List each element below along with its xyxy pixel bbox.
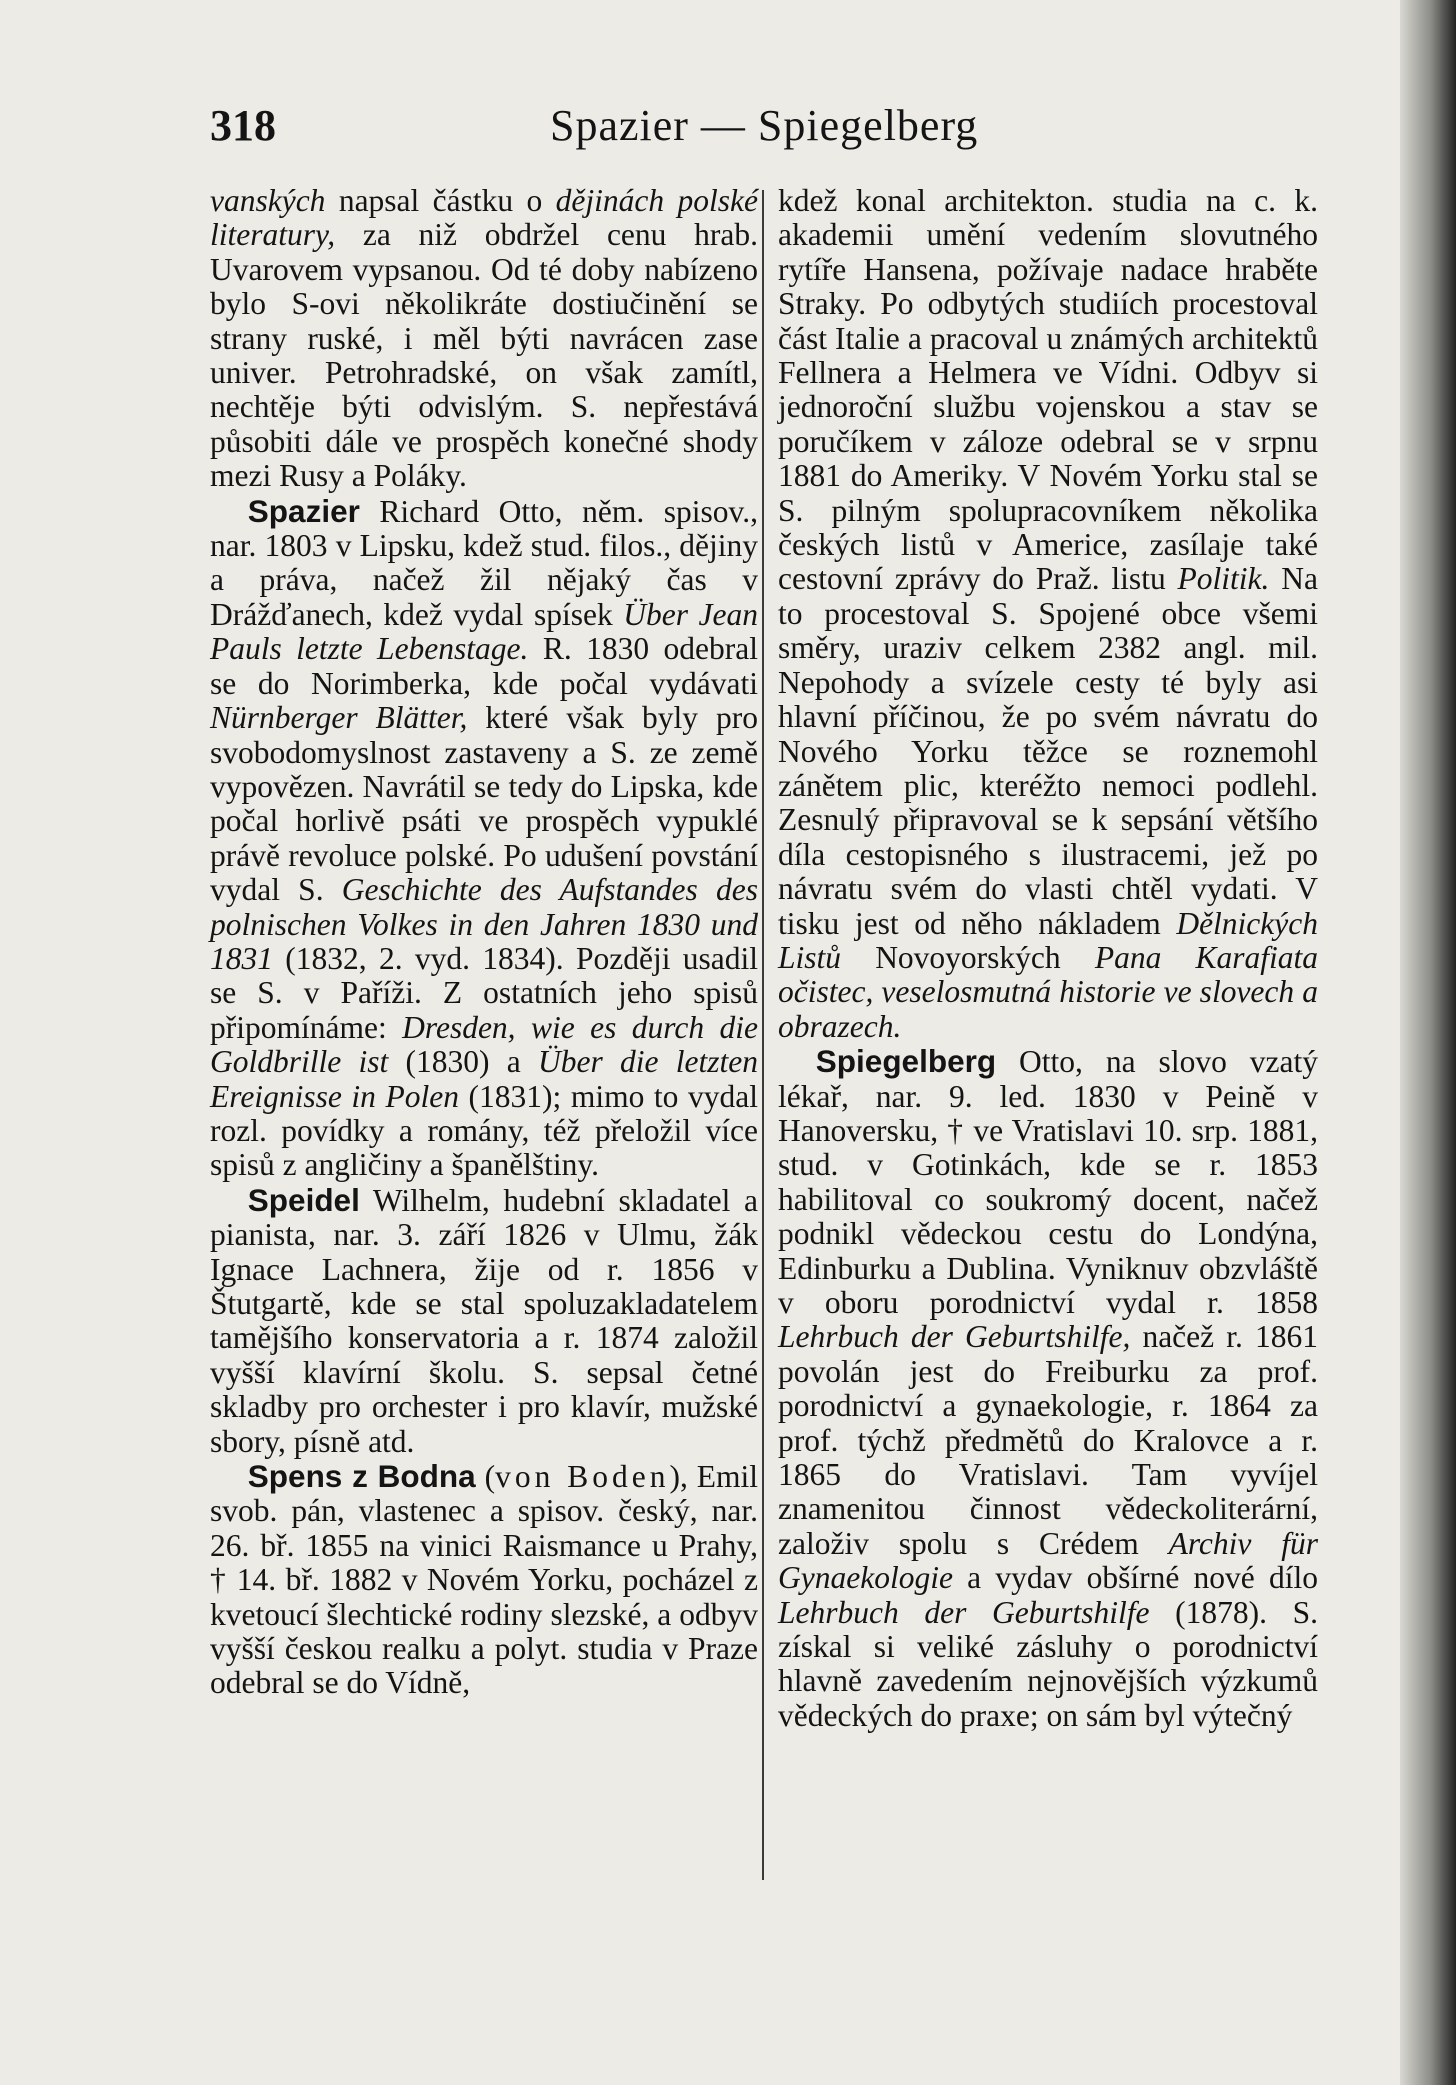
body-text: Wilhelm, hudební skladatel a pianista, nar. 3. září 1826 v Ulmu, žák Ignace Lachnera, žije od r. 1856 v Štutgartě, kde se stal spoluzakladatelem tamějšího konservatoria a r. 1874 založil vyšší klavírní školu. S. sepsal četné skladby pro orchester i pro klavír, mužské sbory, písně atd. [210,1182,758,1459]
entry-spens [210,1459,758,1701]
entry-headword: Speidel [247,1181,360,1218]
body-text: a vydav obšírné nové dílo [952,1560,1318,1596]
body-text: Otto, na slovo vzatý lékař, nar. 9. led. 1830 v Peině v Hanoversku, † ve Vratislavi 10. srp. 1881, stud. v Gotinkách, kde se r. 1853 habilitoval co soukromý docent, načež podnikl vědeckou cestu do Londýna, Edinburku a Dublina. Vyniknuv obzvláště v oboru porodnictví vydal r. 1858 [778,1044,1318,1320]
page-edge-shadow [1400,0,1456,2085]
body-text: (1831); mimo to vydal rozl. povídky a romány, též přeložil více spisů z angličiny a španělštiny. [210,1078,758,1183]
page-number: 318 [210,101,276,150]
spaced-text: von Boden [495,1459,670,1495]
italic-title: Über die letzten Ereignisse in Polen [210,1044,758,1114]
continued-paragraph [778,184,1318,1044]
italic-title: Politik. [1177,561,1270,597]
column-divider [762,190,764,1880]
body-text: ), Emil svob. pán, vlastenec a spisov. český, nar. 26. bř. 1855 na vinici Raismance u Prahy, † 14. bř. 1882 v Novém Yorku, pocházel z kvetoucí šlechtické rodiny slezské, a odbyv vyšší českou realku a polyt. studia v Praze odebral se do Vídně, [210,1459,758,1701]
italic-title: Lehrbuch der Geburtshilfe, [778,1319,1131,1355]
italic-title: Dělnických Listů [778,905,1318,975]
italic-title: Dresden, wie es durch die Goldbrille ist [210,1009,758,1080]
italic-title: Lehrbuch der Geburtshilfe [778,1594,1150,1630]
body-text: (1832, 2. vyd. 1834). Později usadil se S. v Paříži. Z ostatních jeho spisů připomínáme: [210,940,758,1045]
italic-title: Geschichte des Aufstandes des polnischen Volkes in den Jahren 1830 und 1831 [210,872,758,976]
running-title: Spazier — Spiegelberg [550,101,979,150]
body-text: Na to procestoval S. Spojené obce všemi směry, uraziv celkem 2382 angl. mil. Nepohody a svízele cesty té byly asi hlavní příčinou, že po svém návratu do Nového Yorku těžce se roznemohl zánětem plic, kteréžto nemoci podlehl. Zesnulý připravoval se k sepsání většího díla cestopisného s ilustracemi, jež po návratu svém do vlasti chtěl vydati. V tisku jest od něho nákladem [778,561,1318,941]
body-text: (1878). S. získal si veliké zásluhy o porodnictví hlavně zavedením nejnovějších výzkumů vědeckých do praxe; on sám byl výtečný [778,1594,1318,1733]
body-text: za niž obdržel cenu hrab. Uvarovem vypsanou. Od té doby nabízeno bylo S-ovi několikráte dostiučinění se strany ruské, i měl býti navrácen zase univer. Petrohradské, on však zamítl, nechtěje býti odvislým. S. nepřestává působiti dále ve prospěch konečné shody mezi Rusy a Poláky. [210,217,758,494]
body-text: Novoyorských [841,939,1095,975]
body-text: (1830) a [388,1044,539,1080]
body-text: ( [475,1459,496,1495]
body-text: R. 1830 odebral se do Norimberka, kde počal vydávati [210,631,759,701]
body-text: načež r. 1861 povolán jest do Freiburku za prof. porodnictví a gynaekologie, r. 1864 za prof. týchž předmětů do Kralovce a r. 1865 do Vratislavi. Tam vyvíjel znamenitou činnost vědeckoliterární, založiv spolu s Crédem [778,1319,1318,1561]
body-text: napsal částku o [325,183,556,218]
left-column [210,184,758,1701]
italic-text: vanských [210,183,326,218]
entry-spazier [210,494,758,1183]
body-text: kdež konal architekton. studia na c. k. akademii umění vedením slovutného rytíře Hansena, požívaje nadace hraběte Straky. Po odbytých studiích procestoval část Italie a pracoval u známých architektů Fellnera a Helmera ve Vídni. Odbyv si jednoroční službu vojenskou a stav se poručíkem v záloze odebral se v srpnu 1881 do Ameriky. V Novém Yorku stal se S. pilným spolupracovníkem několika českých listů v Americe, zasílaje také cestovní zprávy do Praž. listu [778,183,1318,597]
entry-headword: Spazier [247,492,360,529]
page-header [210,100,1000,160]
body-text: Richard Otto, něm. spisov., nar. 1803 v Lipsku, kdež stud. filos., dějiny a práva, načež žil nějaký čas v Drážďanech, kdež vydal spísek [210,493,758,632]
italic-title: Pana Karafiata očistec, veselosmutná historie ve slovech a obrazech. [778,939,1318,1044]
body-text: které však byly pro svobodomyslnost zastaveny a S. ze země vypovězen. Navrátil se tedy do Lipska, kde počal horlivě psáti ve prospěch vypuklé právě revoluce polské. Po udušení povstání vydal S. [210,700,758,908]
italic-title: Nürnberger Blätter, [210,700,468,736]
italic-title: Archiv für Gynaekologie [778,1525,1318,1596]
entry-spiegelberg [778,1044,1318,1733]
entry-headword: Spiegelberg [815,1043,997,1080]
right-column [778,184,1318,1733]
entry-speidel [210,1183,758,1459]
italic-title: dějinách polské literatury, [210,183,758,253]
entry-headword: Spens z Bodna [247,1458,476,1495]
continued-paragraph [210,184,758,494]
italic-title: Über Jean Pauls letzte Lebenstage. [210,596,758,667]
